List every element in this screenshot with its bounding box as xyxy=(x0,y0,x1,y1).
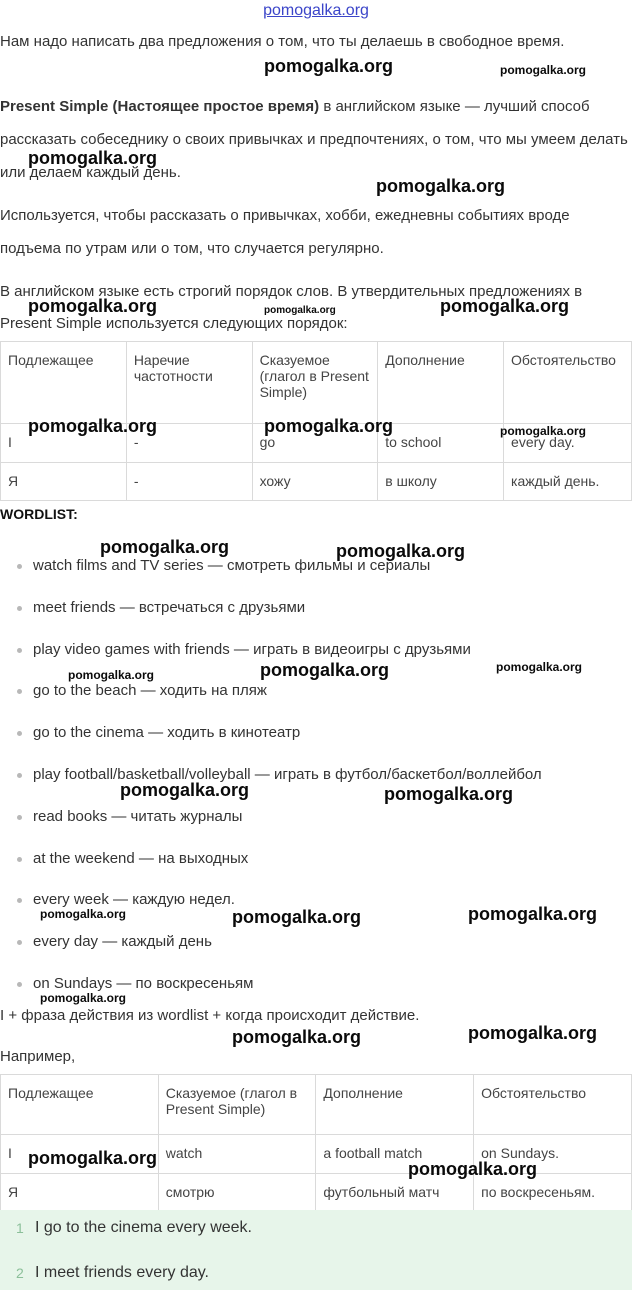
watermark: pomogalka.org xyxy=(232,1027,362,1047)
list-item-text: play football/basketball/volleyball — играть в футбол/баскетбол/воллейбол xyxy=(33,765,542,783)
table-header-cell: Подлежащее xyxy=(1,342,127,424)
list-item-text: go to the cinema — ходить в кинотеатр xyxy=(33,724,301,742)
table-cell: - xyxy=(126,463,252,501)
watermark: pomogalka.org xyxy=(40,991,127,1005)
intro-paragraph-4: В английском языке есть строгий порядок слов. В утвердительных предложениях в Present Simple используется следующих порядок: xyxy=(0,283,583,332)
answer-number: 2 xyxy=(16,1265,24,1281)
bullet-icon xyxy=(17,982,22,987)
watermark: pomogalka.org xyxy=(376,176,506,196)
table-cell: каждый день. xyxy=(504,463,632,501)
list-item-text: at the weekend — на выходных xyxy=(33,849,249,867)
table-row xyxy=(1,463,632,501)
watermark: pomogalka.org xyxy=(264,416,394,436)
intro-paragraph-1: Нам надо написать два предложения о том, что ты делаешь в свободное время. xyxy=(0,33,565,50)
wordlist xyxy=(0,548,632,1008)
table-header-cell: Сказуемое (глагол в Present Simple) xyxy=(158,1075,316,1135)
bullet-icon xyxy=(17,689,22,694)
answer-text: I go to the cinema every week. xyxy=(35,1219,252,1236)
bullet-icon xyxy=(17,815,22,820)
example-table xyxy=(0,1074,632,1211)
header-watermark-link[interactable]: pomogalka.org xyxy=(263,2,369,19)
bullet-icon xyxy=(17,898,22,903)
watermark: pomogalka.org xyxy=(500,63,587,77)
example-label: Например, xyxy=(0,1048,76,1065)
watermark: pomogalka.org xyxy=(384,784,514,804)
watermark: pomogalka.org xyxy=(336,541,466,561)
list-item xyxy=(0,924,632,966)
list-item xyxy=(0,757,632,799)
answer-item xyxy=(0,1255,632,1295)
table-header-cell: Обстоятельство xyxy=(504,342,632,424)
watermark: pomogalka.org xyxy=(440,296,570,316)
intro-paragraph-3: Используется, чтобы рассказать о привычках, хобби, ежедневны событиях вроде подъема по утрам или о том, что случается регулярно. xyxy=(0,207,570,257)
list-item-text: every week — каждую недел. xyxy=(33,891,235,909)
watermark: pomogalka.org xyxy=(468,1023,598,1043)
table-cell: I xyxy=(1,424,127,463)
intro-paragraph-2 xyxy=(0,90,628,189)
bullet-icon xyxy=(17,731,22,736)
bullet-icon xyxy=(17,773,22,778)
table-cell: в школу xyxy=(378,463,504,501)
watermark: pomogalka.org xyxy=(496,660,583,674)
list-item-text: on Sundays — по воскресеньям xyxy=(33,974,254,992)
list-item-text: read books — читать журналы xyxy=(33,807,243,825)
table-cell: Я xyxy=(1,463,127,501)
watermark: pomogalka.org xyxy=(120,780,250,800)
bullet-icon xyxy=(17,648,22,653)
present-simple-term: Present Simple (Настоящее простое время) xyxy=(0,98,320,115)
wordlist-heading: WORDLIST: xyxy=(0,506,78,522)
watermark: pomogalka.org xyxy=(264,56,394,76)
watermark: pomogalka.org xyxy=(468,904,598,924)
answer-item xyxy=(0,1210,632,1250)
table-cell: Я xyxy=(1,1174,159,1211)
word-order-header-row xyxy=(1,342,632,424)
table-cell: go xyxy=(252,424,378,463)
watermark: pomogalka.org xyxy=(40,907,127,921)
table-cell: every day. xyxy=(504,424,632,463)
bullet-icon xyxy=(17,564,22,569)
table-cell: I xyxy=(1,1135,159,1174)
table-cell: - xyxy=(126,424,252,463)
list-item xyxy=(0,715,632,757)
watermark: pomogalka.org xyxy=(264,305,336,316)
bullet-icon xyxy=(17,940,22,945)
table-header-cell: Дополнение xyxy=(316,1075,474,1135)
answer-text: I meet friends every day. xyxy=(35,1264,209,1281)
bullet-icon xyxy=(17,857,22,862)
watermark: pomogalka.org xyxy=(28,296,158,316)
list-item xyxy=(0,841,632,883)
watermark: pomogalka.org xyxy=(100,537,230,557)
watermark: pomogalka.org xyxy=(232,907,362,927)
formula-text: I + фраза действия из wordlist + когда происходит действие. xyxy=(0,1007,420,1024)
table-cell: футбольный матч xyxy=(316,1174,474,1211)
table-header-cell: Наречие частотности xyxy=(126,342,252,424)
table-header-cell: Подлежащее xyxy=(1,1075,159,1135)
watermark: pomogalka.org xyxy=(28,148,158,168)
list-item xyxy=(0,548,632,590)
list-item-text: go to the beach — ходить на пляж xyxy=(33,682,267,700)
table-cell: по воскресеньям. xyxy=(474,1174,632,1211)
answer-number: 1 xyxy=(16,1220,24,1236)
table-cell: хожу xyxy=(252,463,378,501)
watermark: pomogalka.org xyxy=(408,1159,538,1179)
list-item-text: every day — каждый день xyxy=(33,933,212,951)
watermark: pomogalka.org xyxy=(260,660,390,680)
table-cell: watch xyxy=(158,1135,316,1174)
table-cell: to school xyxy=(378,424,504,463)
list-item xyxy=(0,590,632,632)
table-cell: смотрю xyxy=(158,1174,316,1211)
watermark: pomogalka.org xyxy=(500,424,587,438)
list-item xyxy=(0,799,632,841)
watermark: pomogalka.org xyxy=(68,668,155,682)
table-cell: on Sundays. xyxy=(474,1135,632,1174)
list-item-text: watch films and TV series — смотреть фильмы и сериалы xyxy=(33,557,431,574)
table-header-cell: Сказуемое (глагол в Present Simple) xyxy=(252,342,378,424)
bullet-icon xyxy=(17,606,22,611)
watermark: pomogalka.org xyxy=(28,416,158,436)
intro-paragraph-2-rest: в английском языке — лучший способ рассказать собеседнику о своих привычках и предпочтениях, о том, что мы умеем делать или делаем каждый день. xyxy=(0,98,628,181)
answers-block xyxy=(0,1210,632,1290)
list-item-text: play video games with friends — играть в видеоигры с друзьями xyxy=(33,640,471,658)
table-header-cell: Обстоятельство xyxy=(474,1075,632,1135)
watermark: pomogalka.org xyxy=(28,1148,158,1168)
table-header-cell: Дополнение xyxy=(378,342,504,424)
list-item-text: meet friends — встречаться с друзьями xyxy=(33,598,306,616)
example-header-row xyxy=(1,1075,632,1135)
table-cell: a football match xyxy=(316,1135,474,1174)
